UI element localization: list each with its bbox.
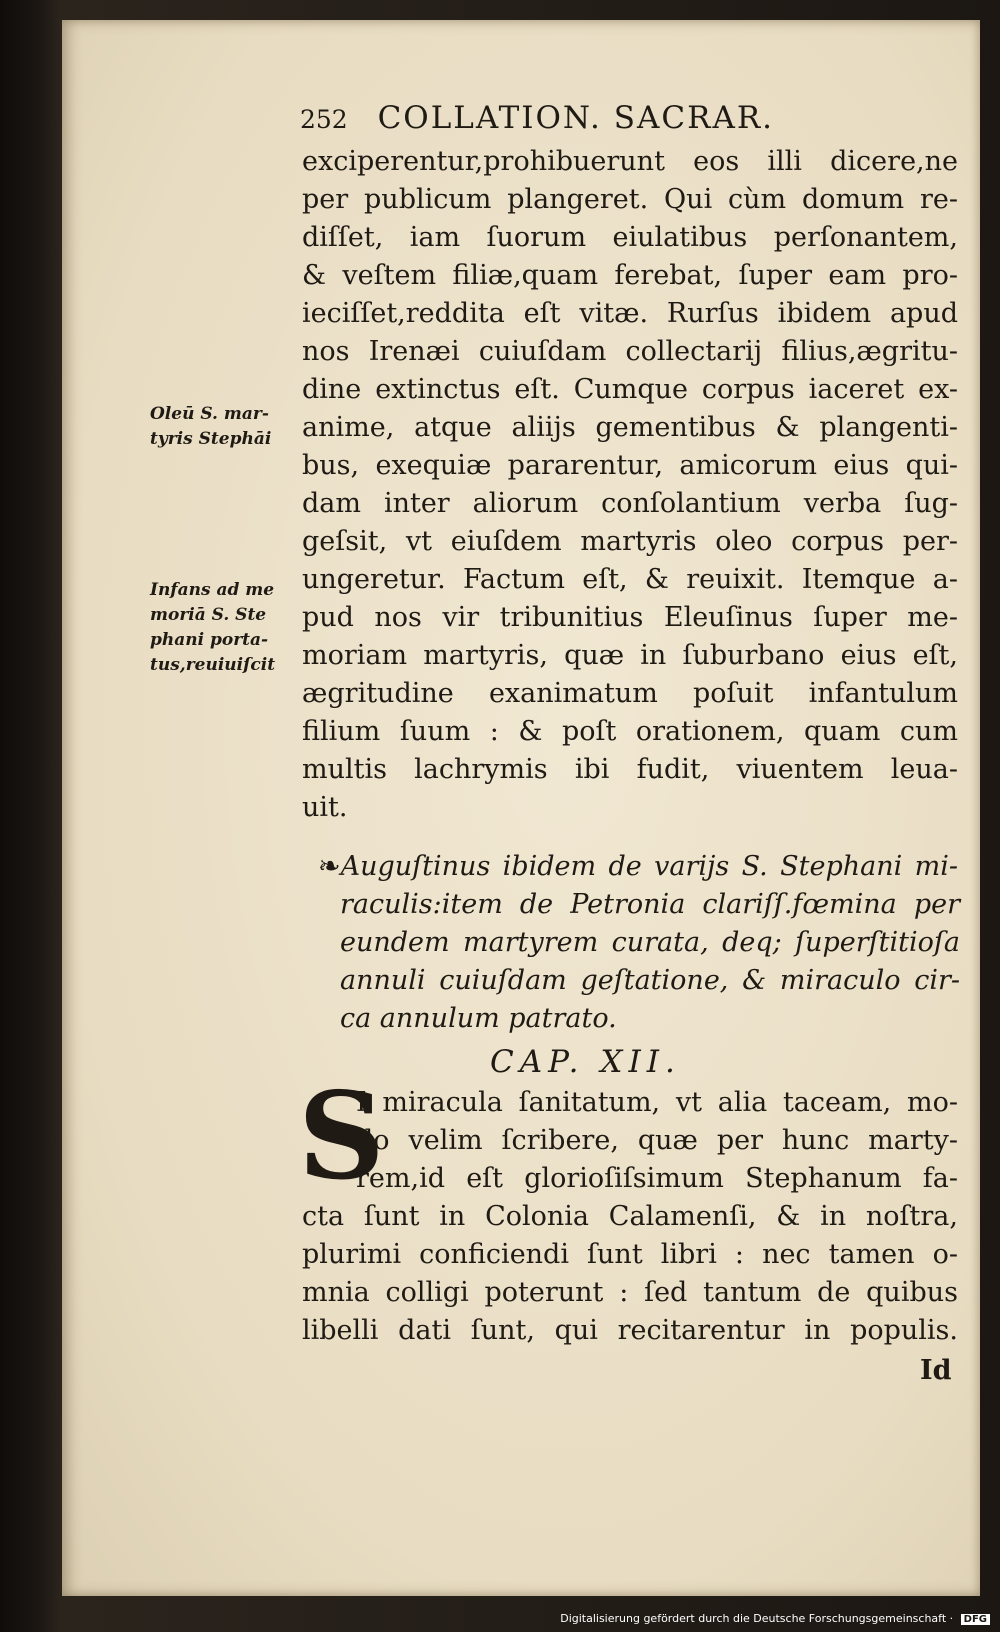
body-line: uit. xyxy=(302,792,348,823)
page-number: 252 xyxy=(300,105,348,134)
body-line: nos Irenæi cuiuſdam collectarij filius,ægritu- xyxy=(302,336,958,367)
marginal-note xyxy=(150,578,300,678)
marginal-note-line: tus,reuiuiſcit xyxy=(150,655,276,675)
chapter-line: I miracula ſanitatum, vt alia taceam, mo- xyxy=(356,1087,958,1118)
body-line: multis lachrymis ibi fudit, viuentem leua- xyxy=(302,754,958,785)
body-line: moriam martyris, quæ in ſuburbano eius eſt, xyxy=(302,640,958,671)
body-line: per publicum plangeret. Qui cùm domum re- xyxy=(302,184,958,215)
drop-cap-initial: S xyxy=(298,1066,385,1207)
body-line: ungeretur. Factum eſt, & reuixit. Itemque a- xyxy=(302,564,958,595)
running-title: COLLATION. SACRAR. xyxy=(377,100,775,136)
body-line: dine extinctus eſt. Cumque corpus iaceret ex- xyxy=(302,374,958,405)
marginal-note-line: Oleū S. mar- xyxy=(150,404,269,424)
chapter-line: cta ſunt in Colonia Calamenſi, & in noſtra, xyxy=(302,1201,958,1232)
chapter-summary-line: ca annulum patrato. xyxy=(340,1003,617,1034)
marginal-note-line: phani porta- xyxy=(150,630,269,650)
chapter-line: libelli dati ſunt, qui recitarentur in populis. xyxy=(302,1315,958,1346)
body-line: geſsit, vt eiuſdem martyris oleo corpus per- xyxy=(302,526,958,557)
chapter-heading: CAP. XII. xyxy=(490,1044,681,1080)
marginal-note-line: Infans ad me xyxy=(150,580,275,600)
body-line: pud nos vir tribunitius Eleuſinus ſuper me- xyxy=(302,602,958,633)
marginal-note-line: tyris Stephāi xyxy=(150,429,272,449)
body-line: & veſtem filiæ,quam ferebat, ſuper eam pro- xyxy=(302,260,958,291)
paragraph-mark-icon: ❧ xyxy=(318,851,341,882)
chapter-line: plurimi conficiendi ſunt libri : nec tamen o- xyxy=(302,1239,958,1270)
body-line: dam inter aliorum conſolantium verba ſug- xyxy=(302,488,958,519)
catchword: Id xyxy=(920,1355,952,1386)
chapter-summary-line: annuli cuiuſdam geſtatione, & miraculo cir- xyxy=(340,965,960,996)
dfg-logo-icon: DFG xyxy=(961,1614,990,1625)
body-line: anime, atque aliijs gementibus & plangenti- xyxy=(302,412,958,443)
digitization-footer: Digitalisierung gefördert durch die Deutsche Forschungsgemeinschaft · DFG xyxy=(560,1612,990,1628)
chapter-summary-line: ❧Auguſtinus ibidem de varijs S. Stephani mi- xyxy=(318,851,958,882)
chapter-line: mnia colligi poterunt : ſed tantum de quibus xyxy=(302,1277,958,1308)
body-line: exciperentur,prohibuerunt eos illi dicere,ne xyxy=(302,146,958,177)
chapter-summary-line: eundem martyrem curata, deq; ſuperſtitioſa xyxy=(340,927,960,958)
body-line: filium ſuum : & poſt orationem, quam cum xyxy=(302,716,958,747)
chapter-line: rem,id eſt glorioſiſsimum Stephanum fa- xyxy=(356,1163,958,1194)
body-line: ieciſſet,reddita eſt vitæ. Rurſus ibidem apud xyxy=(302,298,958,329)
body-line: diſſet, iam ſuorum eiulatibus perſonantem, xyxy=(302,222,958,253)
body-line: ægritudine exanimatum poſuit infantulum xyxy=(302,678,958,709)
running-header xyxy=(300,100,900,140)
marginal-note-line: moriā S. Ste xyxy=(150,605,267,625)
chapter-summary-line: raculis:item de Petronia clariſſ.fœmina per xyxy=(340,889,960,920)
body-line: bus, exequiæ pararentur, amicorum eius qui- xyxy=(302,450,958,481)
marginal-note xyxy=(150,402,300,452)
funding-notice: Digitalisierung gefördert durch die Deutsche Forschungsgemeinschaft xyxy=(560,1612,947,1625)
chapter-line: do velim ſcribere, quæ per hunc marty- xyxy=(356,1125,958,1156)
